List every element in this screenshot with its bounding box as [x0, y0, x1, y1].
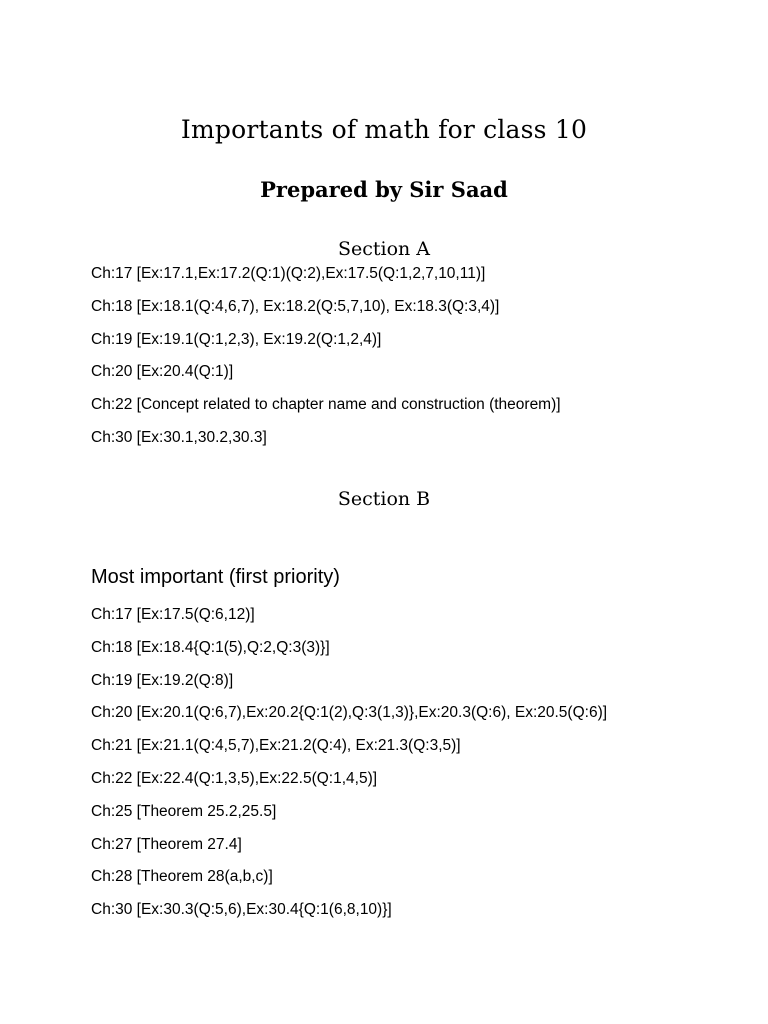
list-item: Ch:20 [Ex:20.4(Q:1)]: [91, 363, 234, 381]
list-item: Ch:19 [Ex:19.1(Q:1,2,3), Ex:19.2(Q:1,2,4)]: [91, 330, 382, 348]
document-subtitle: Prepared by Sir Saad: [260, 177, 508, 203]
list-item: Ch:22 [Ex:22.4(Q:1,3,5),Ex:22.5(Q:1,4,5)]: [91, 769, 378, 787]
list-item: Ch:28 [Theorem 28(a,b,c)]: [91, 868, 273, 886]
section-b-list: [91, 599, 607, 927]
list-item: Ch:21 [Ex:21.1(Q:4,5,7),Ex:21.2(Q:4), Ex:21.3(Q:3,5)]: [91, 737, 461, 755]
list-item: Ch:30 [Ex:30.3(Q:5,6),Ex:30.4{Q:1(6,8,10)}]: [91, 901, 392, 919]
list-item: Ch:20 [Ex:20.1(Q:6,7),Ex:20.2{Q:1(2),Q:3(1,3)},Ex:20.3(Q:6), Ex:20.5(Q:6)]: [91, 704, 608, 722]
list-item: Ch:18 [Ex:18.1(Q:4,6,7), Ex:18.2(Q:5,7,10), Ex:18.3(Q:3,4)]: [91, 297, 500, 315]
list-item: Ch:18 [Ex:18.4{Q:1(5),Q:2,Q:3(3)}]: [91, 638, 330, 656]
list-item: Ch:17 [Ex:17.5(Q:6,12)]: [91, 606, 255, 623]
list-item: Ch:30 [Ex:30.1,30.2,30.3]: [91, 428, 267, 446]
list-item: Ch:27 [Theorem 27.4]: [91, 835, 242, 853]
section-b-heading: Section B: [337, 488, 431, 510]
list-item: Ch:17 [Ex:17.1,Ex:17.2(Q:1)(Q:2),Ex:17.5(Q:1,2,7,10,11)]: [91, 265, 486, 282]
document-title: Importants of math for class 10: [180, 114, 588, 144]
section-a-list: [91, 258, 561, 455]
list-item: Ch:22 [Concept related to chapter name and construction (theorem)]: [91, 396, 561, 414]
priority-heading: Most important (first priority): [91, 566, 340, 588]
section-a-heading: Section A: [337, 238, 431, 260]
list-item: Ch:25 [Theorem 25.2,25.5]: [91, 802, 277, 820]
list-item: Ch:19 [Ex:19.2(Q:8)]: [91, 671, 234, 689]
